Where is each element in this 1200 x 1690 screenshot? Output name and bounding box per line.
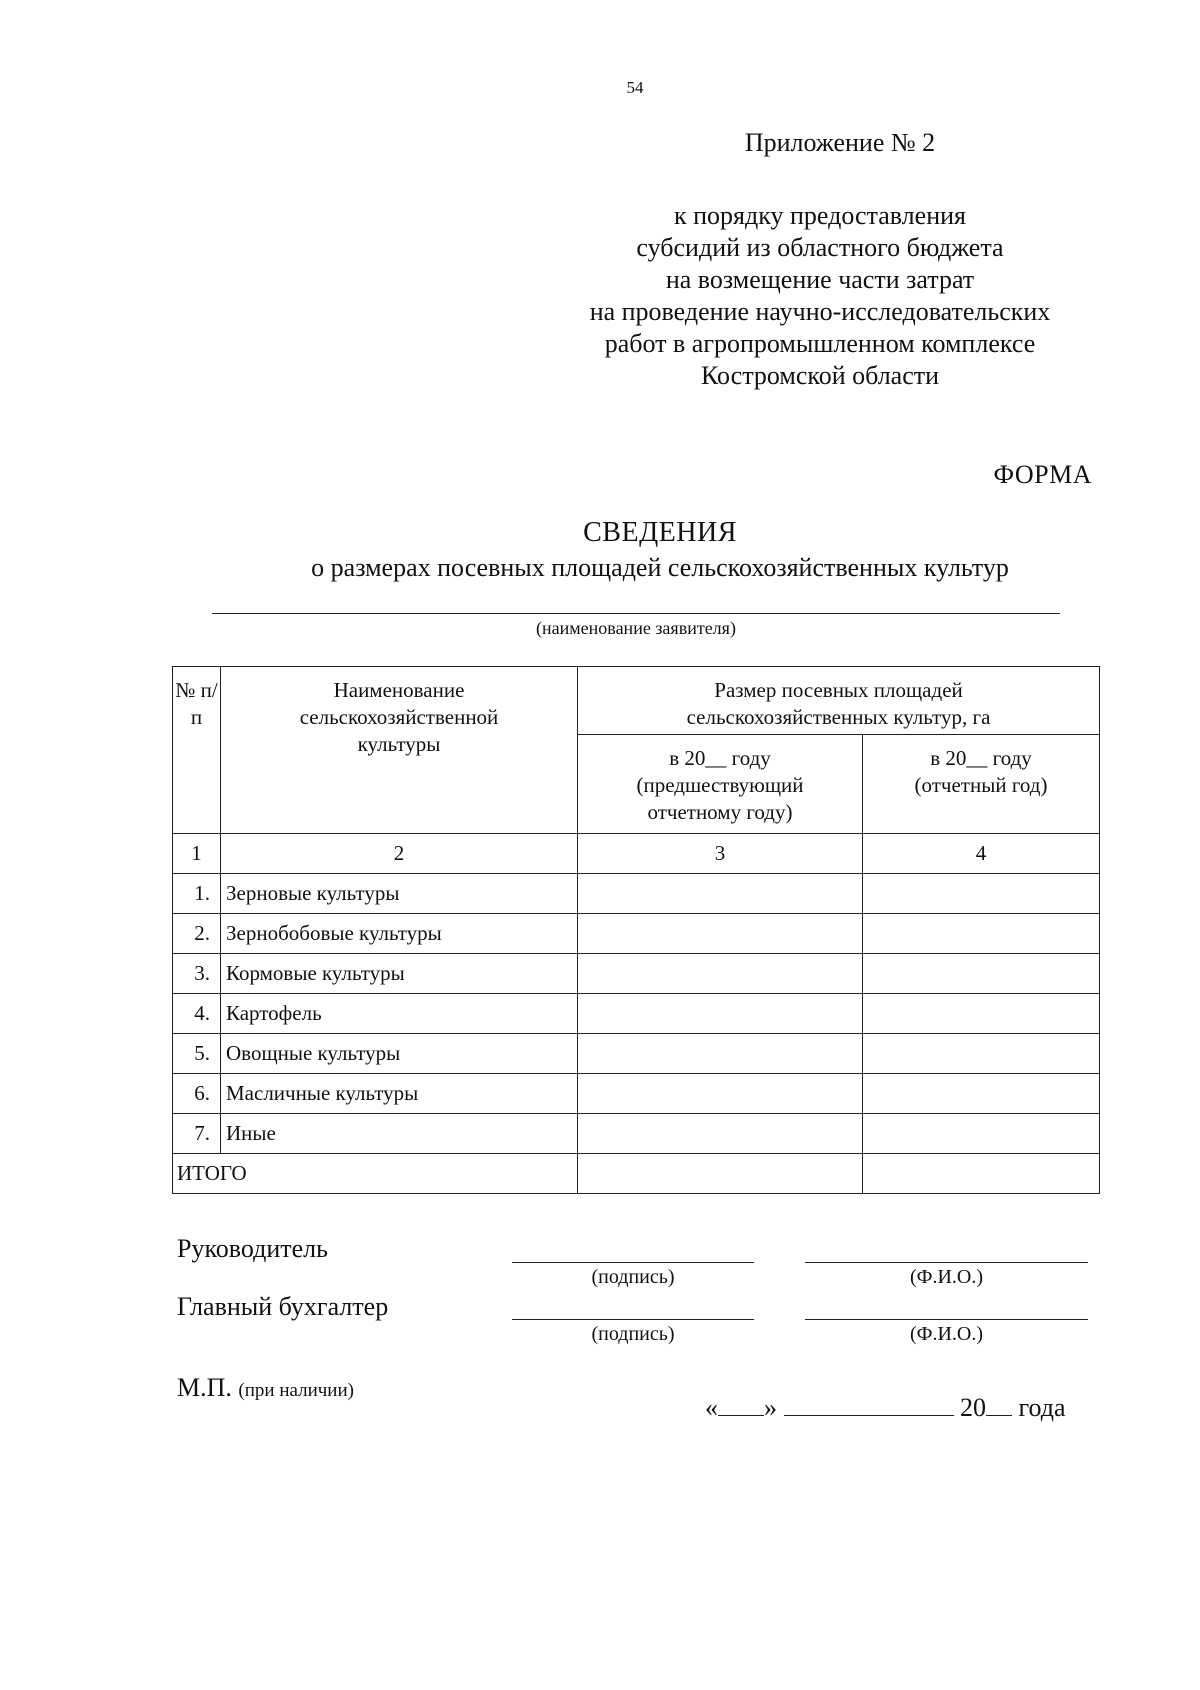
prev-year-area-cell[interactable] bbox=[578, 914, 863, 954]
crop-area-table bbox=[172, 666, 1100, 1194]
header-area-group: Размер посевных площадей сельскохозяйственных культур, га bbox=[578, 667, 1100, 735]
column-number: 1 bbox=[173, 834, 221, 874]
table-row bbox=[173, 874, 1100, 914]
signer-role-accountant: Главный бухгалтер bbox=[177, 1292, 389, 1321]
report-year-area-cell[interactable] bbox=[863, 1034, 1100, 1074]
row-crop-name: Масличные культуры bbox=[221, 1074, 578, 1114]
row-crop-name: Овощные культуры bbox=[221, 1034, 578, 1074]
table-row bbox=[173, 1114, 1100, 1154]
name-field[interactable] bbox=[805, 1262, 1088, 1263]
appendix-subtitle-line: Костромской области bbox=[700, 361, 940, 390]
name-caption: (Ф.И.О.) bbox=[909, 1266, 983, 1288]
header-crop: Наименование сельскохозяйственной культуры bbox=[221, 667, 578, 834]
row-crop-name: Картофель bbox=[221, 994, 578, 1034]
row-number: 2. bbox=[173, 914, 221, 954]
applicant-caption: (наименование заявителя) bbox=[536, 618, 736, 638]
table-row bbox=[173, 1034, 1100, 1074]
header-prev-year: в 20__ году (предшествующий отчетному году) bbox=[578, 735, 863, 834]
report-year-area-cell[interactable] bbox=[863, 994, 1100, 1034]
row-number: 1. bbox=[173, 874, 221, 914]
date-year-prefix: 20 bbox=[960, 1393, 986, 1422]
appendix-subtitle-line: работ в агропромышленном комплексе bbox=[604, 329, 1036, 358]
form-label: ФОРМА bbox=[993, 460, 1092, 489]
row-number: 3. bbox=[173, 954, 221, 994]
date-field bbox=[705, 1393, 1066, 1423]
table-row bbox=[173, 954, 1100, 994]
total-row bbox=[173, 1154, 1100, 1194]
table-row bbox=[173, 914, 1100, 954]
prev-year-area-cell[interactable] bbox=[578, 994, 863, 1034]
report-year-area-cell[interactable] bbox=[863, 914, 1100, 954]
date-day-field[interactable] bbox=[718, 1393, 764, 1416]
total-prev-year-cell[interactable] bbox=[578, 1154, 863, 1194]
row-crop-name: Зерновые культуры bbox=[221, 874, 578, 914]
total-report-year-cell[interactable] bbox=[863, 1154, 1100, 1194]
prev-year-area-cell[interactable] bbox=[578, 1034, 863, 1074]
signature-field[interactable] bbox=[512, 1262, 754, 1263]
column-number: 3 bbox=[578, 834, 863, 874]
column-number: 2 bbox=[221, 834, 578, 874]
date-year-suffix: года bbox=[1018, 1393, 1066, 1422]
row-crop-name: Иные bbox=[221, 1114, 578, 1154]
stamp-place bbox=[177, 1373, 354, 1403]
row-number: 4. bbox=[173, 994, 221, 1034]
row-crop-name: Кормовые культуры bbox=[221, 954, 578, 994]
name-field[interactable] bbox=[805, 1319, 1088, 1320]
signature-caption: (подпись) bbox=[591, 1323, 675, 1345]
prev-year-area-cell[interactable] bbox=[578, 874, 863, 914]
appendix-subtitle-line: к порядку предоставления bbox=[674, 201, 966, 230]
report-year-area-cell[interactable] bbox=[863, 1114, 1100, 1154]
row-number: 5. bbox=[173, 1034, 221, 1074]
applicant-name-field[interactable] bbox=[212, 613, 1060, 614]
date-month-field[interactable] bbox=[784, 1393, 954, 1416]
signature-field[interactable] bbox=[512, 1319, 754, 1320]
row-number: 7. bbox=[173, 1114, 221, 1154]
date-open-quote: « bbox=[705, 1393, 718, 1422]
table-row bbox=[173, 1074, 1100, 1114]
document-title: СВЕДЕНИЯ bbox=[583, 517, 737, 548]
total-label: ИТОГО bbox=[173, 1154, 578, 1194]
table-row bbox=[173, 994, 1100, 1034]
prev-year-area-cell[interactable] bbox=[578, 1074, 863, 1114]
row-crop-name: Зернобобовые культуры bbox=[221, 914, 578, 954]
appendix-subtitle-line: на проведение научно-исследовательских bbox=[589, 297, 1051, 326]
page-number: 54 bbox=[626, 78, 644, 97]
appendix-subtitle bbox=[540, 200, 1100, 392]
header-number: № п/п bbox=[173, 667, 221, 834]
report-year-area-cell[interactable] bbox=[863, 1074, 1100, 1114]
column-number: 4 bbox=[863, 834, 1100, 874]
appendix-title: Приложение № 2 bbox=[744, 128, 936, 157]
stamp-note: (при наличии) bbox=[238, 1380, 354, 1401]
row-number: 6. bbox=[173, 1074, 221, 1114]
report-year-area-cell[interactable] bbox=[863, 954, 1100, 994]
name-caption: (Ф.И.О.) bbox=[909, 1323, 983, 1345]
appendix-subtitle-line: субсидий из областного бюджета bbox=[636, 233, 1004, 262]
document-subtitle: о размерах посевных площадей сельскохозяйственных культур bbox=[311, 553, 1009, 582]
stamp-label: М.П. bbox=[177, 1373, 232, 1402]
report-year-area-cell[interactable] bbox=[863, 874, 1100, 914]
prev-year-area-cell[interactable] bbox=[578, 954, 863, 994]
date-year-field[interactable] bbox=[986, 1393, 1012, 1416]
date-close-quote: » bbox=[764, 1393, 777, 1422]
signer-role-head: Руководитель bbox=[177, 1234, 328, 1263]
signature-caption: (подпись) bbox=[591, 1266, 675, 1288]
appendix-subtitle-line: на возмещение части затрат bbox=[665, 265, 975, 294]
prev-year-area-cell[interactable] bbox=[578, 1114, 863, 1154]
header-report-year: в 20__ году (отчетный год) bbox=[863, 735, 1100, 834]
